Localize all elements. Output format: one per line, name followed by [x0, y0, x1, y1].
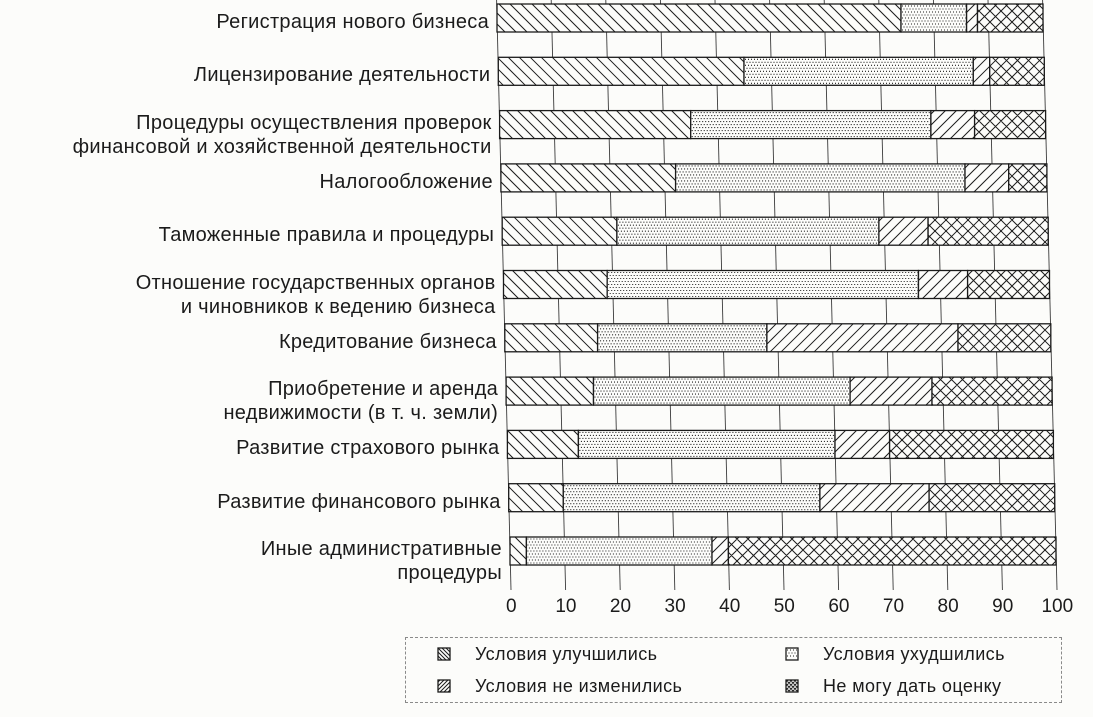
x-tick-label: 20	[609, 596, 632, 617]
bar-row	[501, 164, 1047, 192]
bar-segment-worsened	[617, 217, 879, 245]
bar-segment-worsened	[526, 537, 712, 565]
bar-segment-unchanged	[931, 111, 975, 139]
bar-segment-unchanged	[973, 57, 989, 85]
segment-background	[438, 680, 450, 692]
x-tick-label: 90	[992, 596, 1014, 617]
bar-segment-unchanged	[850, 377, 932, 405]
cannot-assess-swatch-icon	[785, 679, 799, 693]
bar-row	[505, 324, 1051, 352]
bar-row	[502, 217, 1048, 245]
bar-segment-improved	[500, 111, 691, 139]
legend-label: Условия ухудшились	[823, 643, 1005, 664]
category-label: Иные административные процедуры	[260, 538, 502, 584]
improved-swatch-icon	[437, 647, 451, 661]
legend-label: Условия не изменились	[475, 675, 683, 696]
segment-background	[509, 484, 564, 512]
bar-segment-improved	[501, 164, 676, 192]
segment-background	[617, 217, 879, 245]
segment-background	[506, 377, 593, 405]
category-label: Приобретение и аренда недвижимости (в т. ч. земли)	[223, 378, 499, 425]
unchanged-swatch-icon	[437, 679, 451, 693]
legend-label: Условия улучшились	[475, 643, 658, 664]
bar-segment-unchanged	[965, 164, 1009, 192]
x-tick-label: 40	[719, 596, 741, 617]
bar-segment-unchanged	[712, 537, 728, 565]
bar-segment-unchanged	[820, 484, 929, 512]
bar-segment-unchanged	[967, 4, 978, 32]
legend-label: Не могу дать оценку	[823, 675, 1002, 696]
bar-segment-worsened	[676, 164, 965, 192]
category-label: Кредитование бизнеса	[278, 330, 497, 353]
category-label: Развитие финансового рынка	[217, 490, 501, 513]
bar-segment-worsened	[901, 4, 967, 32]
category-label: Лицензирование деятельности	[193, 64, 491, 87]
category-label: Процедуры осуществления проверок финансовой и хозяйственной деятельности	[72, 111, 492, 158]
x-tick-label: 50	[773, 596, 795, 617]
bar-segment-improved	[498, 57, 744, 85]
legend-item-worsened	[785, 638, 1061, 670]
bar-row	[500, 111, 1046, 139]
bar-segment-worsened	[598, 324, 767, 352]
bar-segment-cannot-assess	[968, 271, 1050, 299]
bar-segment-improved	[510, 537, 526, 565]
x-tick-label: 70	[882, 596, 905, 617]
category-label: Развитие страхового рынка	[236, 437, 500, 460]
category-label: Налогообложение	[319, 170, 493, 193]
segment-background	[594, 377, 851, 405]
category-label: Регистрация нового бизнеса	[216, 11, 489, 33]
bar-segment-cannot-assess	[928, 217, 1048, 245]
bar-segment-improved	[504, 271, 608, 299]
category-label: Таможенные правила и процедуры	[158, 224, 495, 247]
bar-segment-cannot-assess	[975, 111, 1046, 139]
bar-segment-worsened	[578, 430, 835, 458]
bar-segment-improved	[497, 4, 901, 32]
bar-row	[497, 4, 1043, 32]
bar-segment-unchanged	[835, 430, 890, 458]
segment-background	[563, 484, 820, 512]
bar-segment-unchanged	[879, 217, 928, 245]
bar-row	[510, 537, 1056, 565]
bar-segment-improved	[506, 377, 593, 405]
legend-item-cannot-assess	[785, 670, 1061, 702]
bars	[497, 4, 1056, 565]
x-tick-label: 10	[555, 596, 577, 617]
segment-background	[691, 111, 931, 139]
bar-segment-unchanged	[767, 324, 958, 352]
segment-hatch	[786, 680, 798, 692]
bar-segment-worsened	[563, 484, 820, 512]
bar-segment-cannot-assess	[978, 4, 1044, 32]
bar-segment-improved	[502, 217, 617, 245]
legend-item-unchanged	[437, 670, 785, 702]
segment-hatch	[438, 648, 450, 660]
bar-segment-worsened	[607, 271, 918, 299]
x-tick-label: 30	[664, 596, 686, 617]
bar-segment-worsened	[691, 111, 931, 139]
bar-segment-unchanged	[919, 271, 968, 299]
bar-segment-cannot-assess	[890, 430, 1054, 458]
bar-segment-cannot-assess	[929, 484, 1055, 512]
bar-row	[506, 377, 1052, 405]
category-label: Отношение государственных органов и чиновников к ведению бизнеса	[135, 271, 496, 318]
x-tick-label: 60	[828, 596, 850, 617]
bar-row	[504, 271, 1050, 299]
bar-segment-cannot-assess	[958, 324, 1051, 352]
bar-segment-cannot-assess	[990, 57, 1045, 85]
x-axis-ticks	[506, 596, 1073, 617]
bar-row	[498, 57, 1044, 85]
worsened-swatch-icon	[785, 647, 799, 661]
x-tick-label: 0	[506, 596, 517, 617]
bar-segment-improved	[509, 484, 564, 512]
legend	[405, 637, 1062, 703]
segment-background	[505, 324, 598, 352]
bar-row	[507, 430, 1053, 458]
bar-segment-cannot-assess	[728, 537, 1056, 565]
bar-segment-worsened	[594, 377, 851, 405]
bar-segment-improved	[507, 430, 578, 458]
segment-background	[973, 57, 989, 85]
legend-item-improved	[437, 638, 785, 670]
bar-segment-improved	[505, 324, 598, 352]
segment-background	[578, 430, 835, 458]
bar-segment-cannot-assess	[1009, 164, 1047, 192]
x-tick-label: 100	[1041, 596, 1074, 617]
bar-row	[509, 484, 1055, 512]
x-tick-label: 80	[937, 596, 959, 617]
bar-segment-cannot-assess	[932, 377, 1052, 405]
segment-background	[820, 484, 929, 512]
bar-segment-worsened	[744, 57, 973, 85]
